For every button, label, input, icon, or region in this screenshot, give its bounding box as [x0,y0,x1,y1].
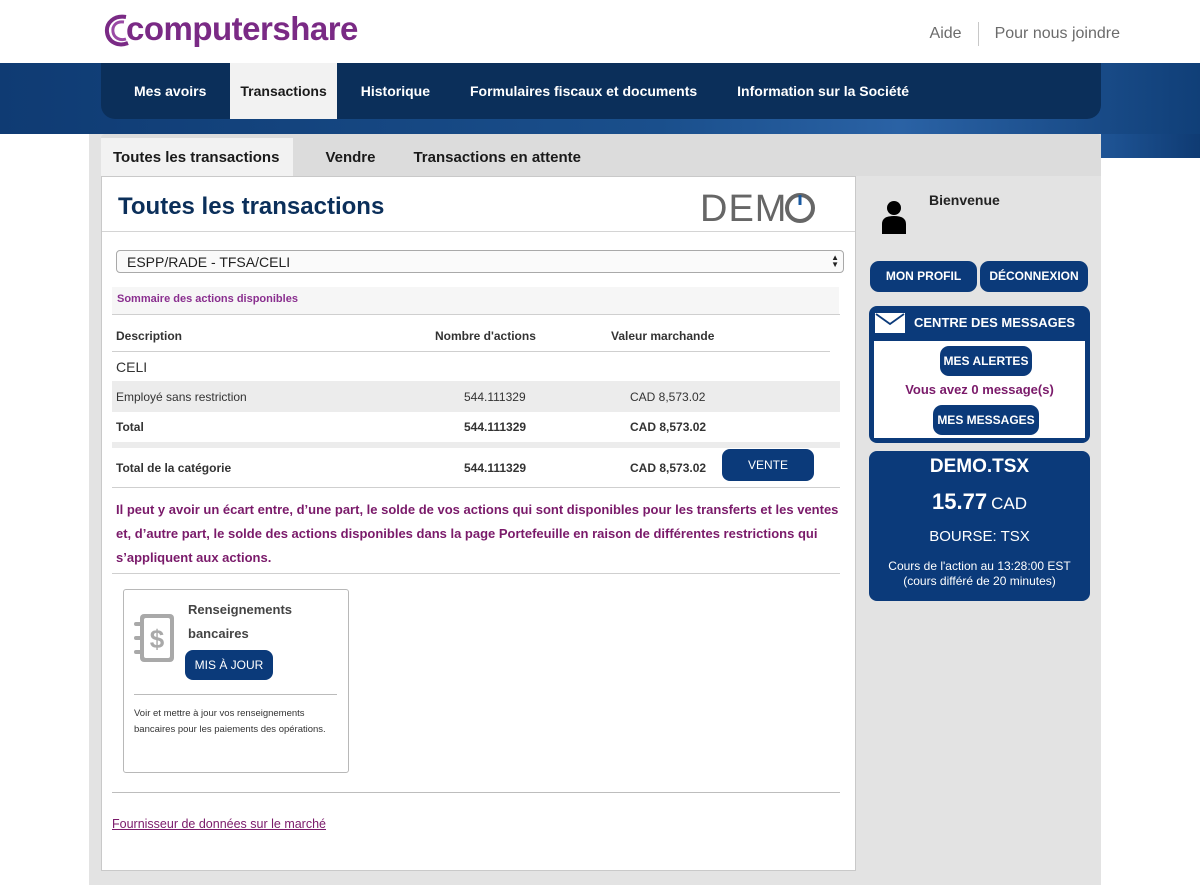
computershare-c-icon [104,11,134,49]
total-divider-band [112,442,840,448]
help-link[interactable]: Aide [929,25,962,42]
quote-note [869,559,1090,589]
bank-description: Voir et mettre à jour vos renseignements bancaires pour les paiements des opérations. [134,708,326,735]
dollar-notebook-icon [132,612,176,666]
quote-price: 15.77 [932,489,988,514]
select-arrows-icon: ▲ ▼ [831,253,839,269]
bank-info-card [123,589,349,773]
my-alerts-button[interactable]: MES ALERTES [940,346,1032,376]
bank-title-line1: Renseignements [188,602,293,617]
main-panel [101,176,856,871]
category-total-shares: 544.111329 [464,461,527,475]
message-center-title: CENTRE DES MESSAGES [914,315,1076,330]
stock-quote [869,451,1090,601]
demo-wordmark-icon [700,187,818,227]
summary-divider [112,314,840,315]
vente-button[interactable]: VENTE [722,449,814,481]
header-divider [112,351,830,352]
link-divider [978,22,979,46]
category-total-value: CAD 8,573.02 [630,461,707,475]
quote-symbol: DEMO.TSX [929,456,1030,477]
column-value: Valeur marchande [611,329,715,343]
total-shares: 544.111329 [464,420,527,434]
svg-text:DEM: DEM [700,188,788,227]
envelope-icon [875,313,905,333]
disclaimer-text: Il peut y avoir un écart entre, d’une part, le solde de vos actions qui sont disponibles pour les transferts et les ventes et, d’autre part, le solde des actions disponibles dans la page Portefeuille en raison de différentes restrictions qui s’appliquent aux actions. [116,502,839,565]
column-shares: Nombre d'actions [435,329,536,343]
contact-link[interactable]: Pour nous joindre [994,25,1120,42]
computershare-logo[interactable] [104,10,358,50]
my-profile-button[interactable]: MON PROFIL [870,261,977,292]
nav-mes-avoirs[interactable]: Mes avoirs [134,83,207,99]
row-shares: 544.111329 [464,390,526,404]
account-select-value: ESPP/RADE - TFSA/CELI [127,254,291,270]
account-select[interactable] [116,250,844,273]
left-strip [89,230,101,885]
svg-text:$: $ [149,624,165,654]
logout-button[interactable]: DÉCONNEXION [980,261,1088,292]
column-description: Description [116,329,183,343]
table-bottom-divider [112,487,840,488]
total-label: Total [116,420,144,434]
sub-tabs [101,138,593,176]
bank-title-line2: bancaires [188,626,249,641]
market-data-provider-link[interactable]: Fournisseur de données sur le marché [112,817,327,831]
nav-formulaires[interactable]: Formulaires fiscaux et documents [469,83,698,99]
my-messages-button[interactable]: MES MESSAGES [933,405,1039,435]
main-nav [101,63,1101,119]
quote-exchange: BOURSE: TSX [929,528,1030,545]
summary-title: Sommaire des actions disponibles [112,287,839,314]
category-total-label: Total de la catégorie [116,461,232,475]
quote-currency: CAD [991,494,1027,513]
quote-time: Cours de l'action au 13:28:00 EST [888,559,1071,573]
row-description: Employé sans restriction [116,390,247,404]
footer-divider [112,792,840,793]
title-divider [102,231,855,232]
message-count: Vous avez 0 message(s) [905,382,1054,397]
subtab-toutes-transactions[interactable]: Toutes les transactions [101,138,293,176]
demo-logo [700,187,818,237]
nav-information-societe[interactable]: Information sur la Société [737,83,910,99]
total-value: CAD 8,573.02 [630,420,707,434]
user-icon [882,200,906,234]
nav-historique[interactable]: Historique [360,83,430,99]
quote-price-line [869,489,1090,515]
message-center-body [874,341,1085,438]
bank-divider [134,694,337,695]
category-label: CELI [116,359,148,375]
top-links [930,22,1120,46]
row-value: CAD 8,573.02 [630,390,706,404]
bank-title [188,598,292,646]
page-title: Toutes les transactions [118,193,385,220]
subtab-vendre[interactable]: Vendre [325,149,376,166]
subtab-transactions-attente[interactable]: Transactions en attente [413,149,582,166]
band-right [1101,134,1200,158]
message-center [869,306,1090,443]
brand-name: computershare [126,10,358,47]
disclaimer-divider [112,573,840,574]
update-bank-button[interactable]: MIS À JOUR [185,650,273,680]
nav-transactions[interactable]: Transactions [230,63,336,119]
quote-delay: (cours différé de 20 minutes) [903,574,1056,588]
welcome-text: Bienvenue [929,192,1000,208]
